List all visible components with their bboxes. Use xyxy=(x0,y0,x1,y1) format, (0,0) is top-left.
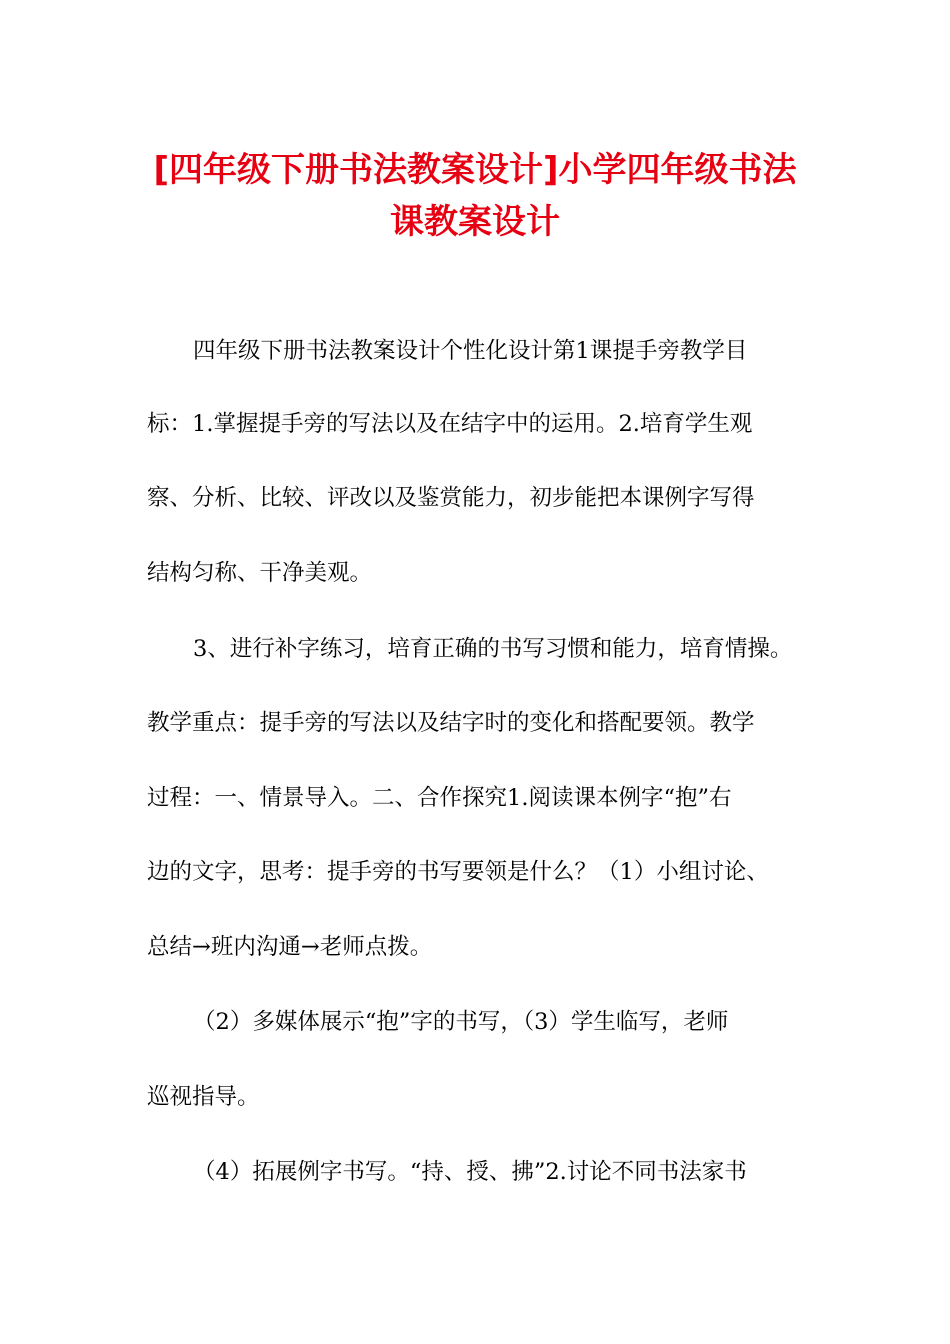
body-line-8: 边的文字，思考：提手旁的书写要领是什么？（1）小组讨论、 xyxy=(147,859,769,885)
document-title-line-2: 课教案设计 xyxy=(390,202,560,242)
body-line-6: 教学重点：提手旁的写法以及结字时的变化和搭配要领。教学 xyxy=(147,710,755,736)
body-line-1: 四年级下册书法教案设计个性化设计第1课提手旁教学目 xyxy=(193,338,748,364)
body-line-10: （2）多媒体展示“抱”字的书写，（3）学生临写，老师 xyxy=(193,1009,729,1035)
body-line-3: 察、分析、比较、评改以及鉴赏能力，初步能把本课例字写得 xyxy=(147,485,755,511)
body-line-4: 结构匀称、干净美观。 xyxy=(147,560,373,586)
body-line-5: 3、进行补字练习，培育正确的书写习惯和能力，培育情操。 xyxy=(193,636,793,662)
body-line-2: 标：1.掌握提手旁的写法以及在结字中的运用。2.培育学生观 xyxy=(147,411,753,437)
body-line-9: 总结→班内沟通→老师点拨。 xyxy=(147,934,433,960)
body-line-11: 巡视指导。 xyxy=(147,1084,260,1110)
document-title-line-1: [四年级下册书法教案设计]小学四年级书法 xyxy=(153,150,797,190)
body-line-7: 过程：一、情景导入。二、合作探究1.阅读课本例字“抱”右 xyxy=(147,785,732,811)
body-line-12: （4）拓展例字书写。“持、授、拂”2.讨论不同书法家书 xyxy=(193,1159,747,1185)
